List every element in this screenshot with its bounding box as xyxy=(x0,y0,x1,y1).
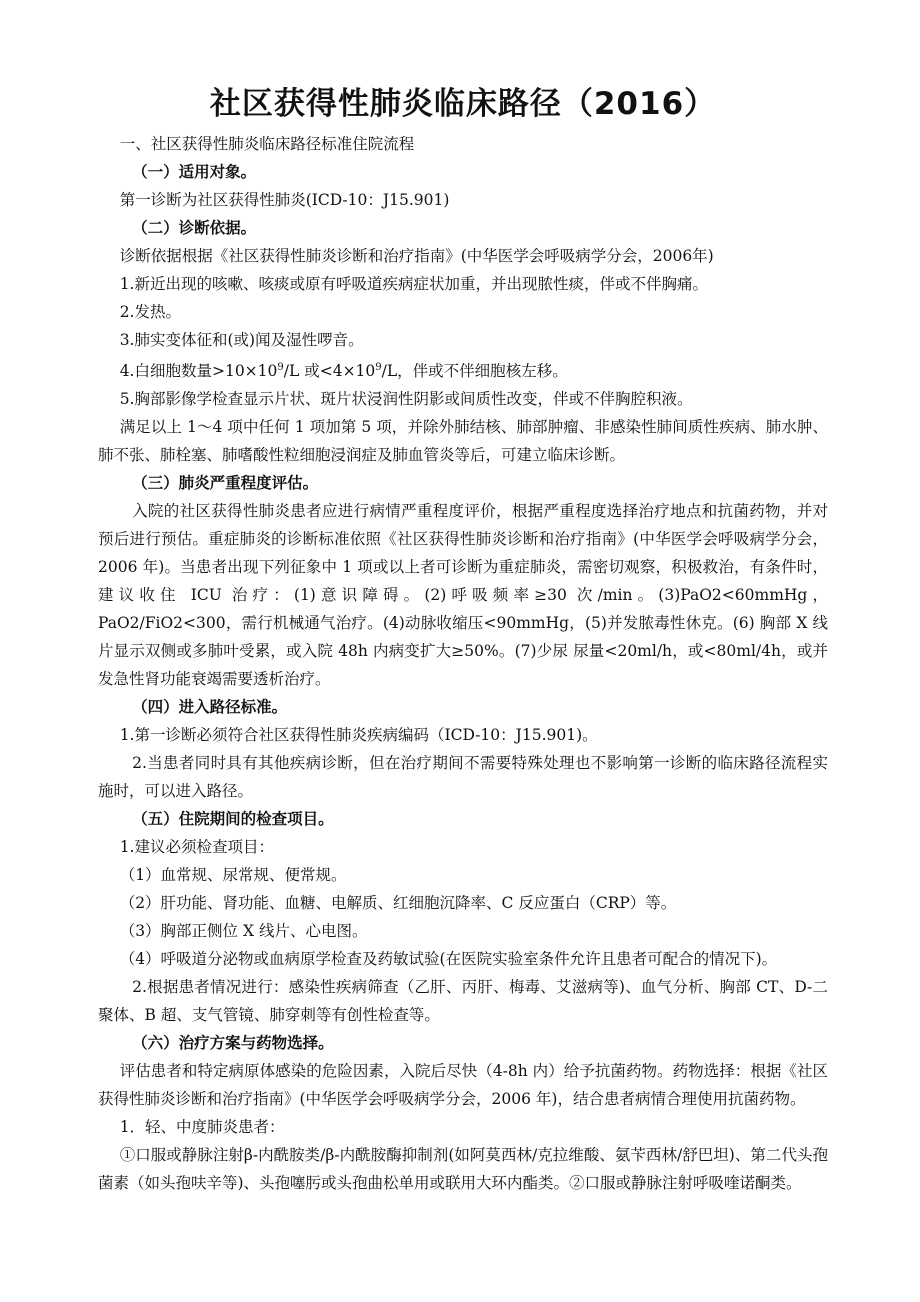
list-item: 3.肺实变体征和(或)闻及湿性啰音。 xyxy=(119,331,364,350)
subsection-heading: （四）进入路径标准。 xyxy=(132,697,288,717)
paragraph: 第一诊断为社区获得性肺炎(ICD-10：J15.901) xyxy=(119,191,450,210)
paragraph: 评估患者和特定病原体感染的危险因素，入院后尽快（4-8h 内）给予抗菌药物。药物选择：根据《社区获得性肺炎诊断和治疗指南》(中华医学会呼吸病学分会，2006 年)，结合患者病情合理使用抗菌药物。 xyxy=(98,1062,828,1109)
subsection-heading: （三）肺炎严重程度评估。 xyxy=(132,473,319,493)
list-item: 1.第一诊断必须符合社区获得性肺炎疾病编码（ICD-10：J15.901)。 xyxy=(119,726,598,745)
paragraph: 诊断依据根据《社区获得性肺炎诊断和治疗指南》(中华医学会呼吸病学分会，2006年) xyxy=(119,247,714,266)
list-item: 5.胸部影像学检查显示片状、斑片状浸润性阴影或间质性改变，伴或不伴胸腔积液。 xyxy=(119,390,693,409)
list-item: 1.建议必须检查项目： xyxy=(119,838,274,857)
paragraph: 入院的社区获得性肺炎患者应进行病情严重程度评价，根据严重程度选择治疗地点和抗菌药物，并对预后进行预估。重症肺炎的诊断标准依照《社区获得性肺炎诊断和治疗指南》(中华医学会呼吸病学分会，2006 年)。当患者出现下列征象中 1 项或以上者可诊断为重症肺炎，需密切观察，积极救治，有条件时，建议收住 ICU 治疗：(1)意识障碍。(2)呼吸频率≥30 次/min。(3)PaO2<60mmHg，PaO2/FiO2<300，需行机械通气治疗。(4)动脉收缩压<90mmHg，(5)并发脓毒性休克。(6) 胸部 X 线片显示双侧或多肺叶受累，或入院 48h 内病变扩大≥50%。(7)少尿 尿量<20ml/h，或<80ml/4h，或并发急性肾功能衰竭需要透析治疗。 xyxy=(98,502,828,689)
section-heading: 一、社区获得性肺炎临床路径标准住院流程 xyxy=(119,135,415,154)
list-item: （3）胸部正侧位 X 线片、心电图。 xyxy=(119,922,368,941)
subsection-heading: （一）适用对象。 xyxy=(132,162,257,182)
list-item: 2.根据患者情况进行：感染性疾病筛查（乙肝、丙肝、梅毒、艾滋病等)、血气分析、胸部 CT、D-二聚体、B 超、支气管镜、肺穿刺等有创性检查等。 xyxy=(98,978,828,1025)
list-item: 2.发热。 xyxy=(119,303,181,322)
subsection-heading: （五）住院期间的检查项目。 xyxy=(132,809,334,829)
list-item: ①口服或静脉注射β-内酰胺类/β-内酰胺酶抑制剂(如阿莫西林/克拉维酸、氨苄西林/舒巴坦)、第二代头孢菌素（如头孢呋辛等)、头孢噻肟或头孢曲松单用或联用大环内酯类。②口服或静脉注射呼吸喹诺酮类。 xyxy=(98,1146,828,1193)
list-item: 1．轻、中度肺炎患者： xyxy=(119,1118,285,1137)
list-item: （4）呼吸道分泌物或血病原学检查及药敏试验(在医院实验室条件允许且患者可配合的情况下)。 xyxy=(119,950,778,969)
list-item: 2.当患者同时具有其他疾病诊断，但在治疗期间不需要特殊处理也不影响第一诊断的临床路径流程实施时，可以进入路径。 xyxy=(98,754,828,801)
list-item: （2）肝功能、肾功能、血糖、电解质、红细胞沉降率、C 反应蛋白（CRP）等。 xyxy=(119,894,677,913)
list-item: 4.白细胞数量$>10\times 10^9/L$ 或$<4\times 10^9/L$，伴或不伴细胞核左移。 xyxy=(119,362,568,381)
document-page xyxy=(98,78,828,1197)
list-item: 1.新近出现的咳嗽、咳痰或原有呼吸道疾病症状加重，并出现脓性痰，伴或不伴胸痛。 xyxy=(119,275,708,294)
paragraph: 满足以上 1～4 项中任何 1 项加第 5 项，并除外肺结核、肺部肿瘤、非感染性肺间质性疾病、肺水肿、肺不张、肺栓塞、肺嗜酸性粒细胞浸润症及肺血管炎等后，可建立临床诊断。 xyxy=(98,418,828,465)
subsection-heading: （六）治疗方案与药物选择。 xyxy=(132,1033,334,1053)
subsection-heading: （二）诊断依据。 xyxy=(132,218,257,238)
document-title: 社区获得性肺炎临床路径（2016） xyxy=(209,86,717,122)
list-item: （1）血常规、尿常规、便常规。 xyxy=(119,866,347,885)
